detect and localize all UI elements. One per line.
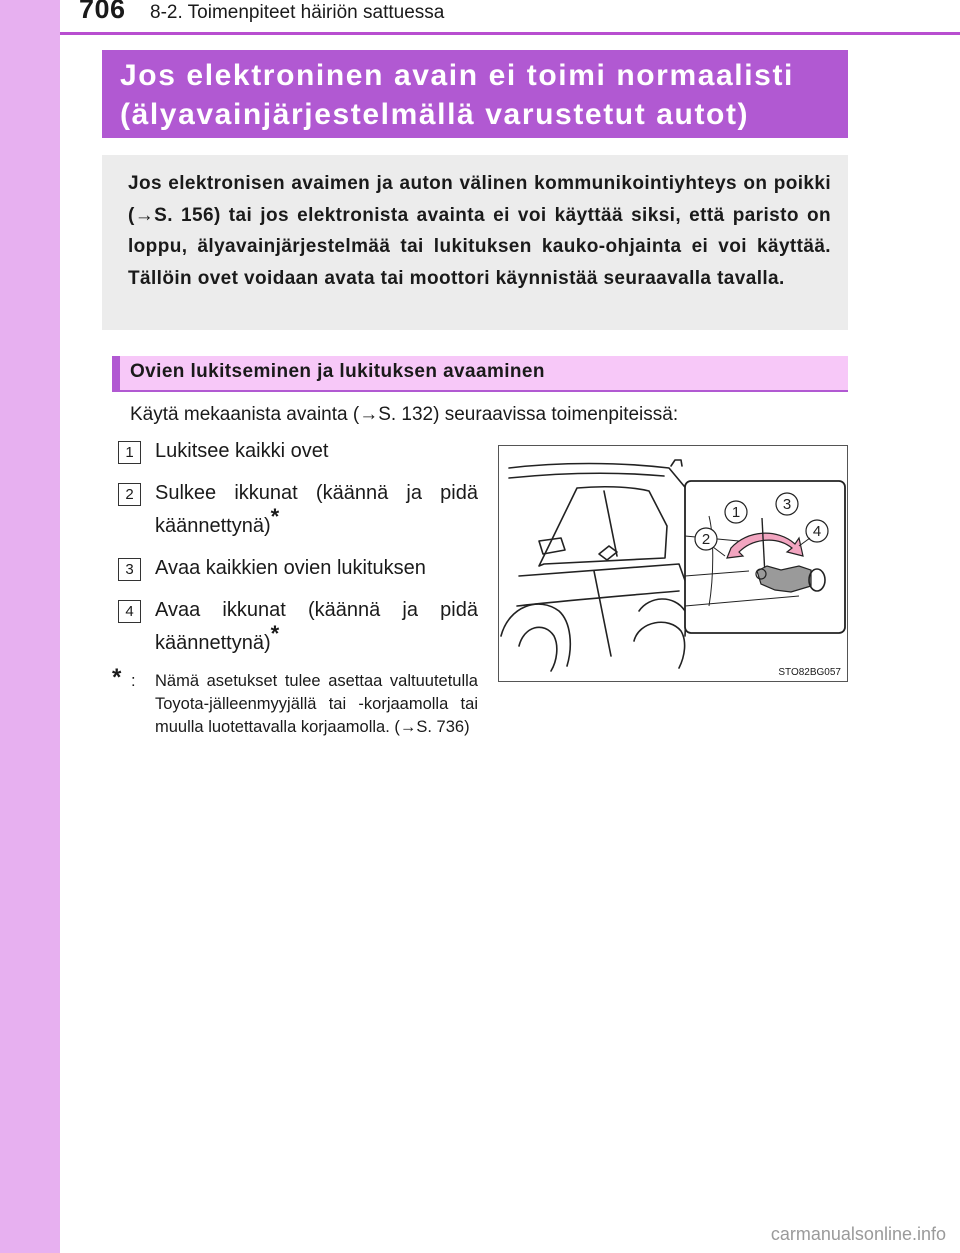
- step-text: Avaa kaikkien ovien lukituksen: [155, 557, 426, 579]
- step-text: Sulkee ikkunat (käännä ja pidä käännettynä): [155, 482, 478, 537]
- list-item: [112, 595, 478, 659]
- lead-text: [130, 404, 678, 426]
- step-text: Avaa ikkunat (käännä ja pidä käännettynä): [155, 599, 478, 654]
- step-number-badge: 1: [118, 441, 141, 464]
- car-door-key-icon: [499, 446, 847, 681]
- lead-part2: ) seuraavissa toimenpiteissä:: [433, 404, 679, 425]
- arrow-ref-icon: →: [359, 404, 379, 425]
- footnote-text: Nämä asetukset tulee asettaa valtuutetulla Toyota-jälleenmyyjällä tai -korjaamolla tai muulla luotettavalla korjaamolla. (: [155, 672, 478, 736]
- lead-part1: Käytä mekaanista avainta (: [130, 404, 360, 425]
- intro-text: [128, 168, 831, 294]
- intro-text-part1: Jos elektronisen avaimen ja auton välinen kommunikointiyhteys on poikki (: [128, 173, 831, 226]
- step-number-badge: 3: [118, 558, 141, 581]
- list-item: [112, 436, 478, 467]
- footnote-star: *: [112, 664, 122, 691]
- footnote-text-end: ): [464, 718, 470, 736]
- list-item: [112, 478, 478, 542]
- footnote: [112, 664, 478, 739]
- page-reference-link[interactable]: S. 132: [378, 404, 434, 425]
- list-item: [112, 553, 478, 584]
- title-line-1: Jos elektroninen avain ei toimi normaalisti: [120, 59, 794, 92]
- page-reference-link[interactable]: S. 156: [154, 204, 214, 226]
- step-text: Lukitsee kaikki ovet: [155, 440, 329, 462]
- step-number-badge: 4: [118, 600, 141, 623]
- step-list: [112, 436, 478, 739]
- left-color-band: [0, 0, 60, 1253]
- subsection-heading: [112, 356, 848, 392]
- callout-1: 1: [731, 504, 741, 521]
- intro-panel: [102, 155, 848, 330]
- section-title: 8-2. Toimenpiteet häiriön sattuessa: [150, 2, 445, 23]
- footnote-star: *: [270, 621, 280, 646]
- arrow-ref-icon: →: [134, 204, 155, 226]
- subsection-title: Ovien lukitseminen ja lukituksen avaaminen: [130, 361, 545, 382]
- footnote-colon: :: [131, 672, 136, 690]
- step-number-badge: 2: [118, 483, 141, 506]
- page-number: 706: [79, 0, 126, 24]
- key-illustration: [498, 445, 848, 682]
- header-rule: [60, 32, 960, 35]
- page-title: [102, 50, 848, 138]
- watermark: carmanualsonline.info: [770, 1224, 946, 1244]
- callout-2: 2: [701, 531, 711, 548]
- figure-code: STO82BG057: [778, 667, 841, 678]
- footnote-star: *: [270, 504, 280, 529]
- arrow-ref-icon: →: [399, 718, 417, 736]
- page-reference-link[interactable]: S. 736: [416, 718, 465, 736]
- callout-3: 3: [782, 496, 792, 513]
- title-line-2: (älyavainjärjestelmällä varustetut autot): [120, 98, 750, 131]
- intro-text-part2: ) tai jos elektronista avainta ei voi käyttää siksi, että paristo on loppu, älyavainjärjestelmää tai lukituksen kauko-ohjainta ei voi käyttää. Tällöin ovet voidaan avata tai moottori käynnistää seuraavalla tavalla.: [128, 204, 831, 289]
- callout-4: 4: [812, 523, 822, 540]
